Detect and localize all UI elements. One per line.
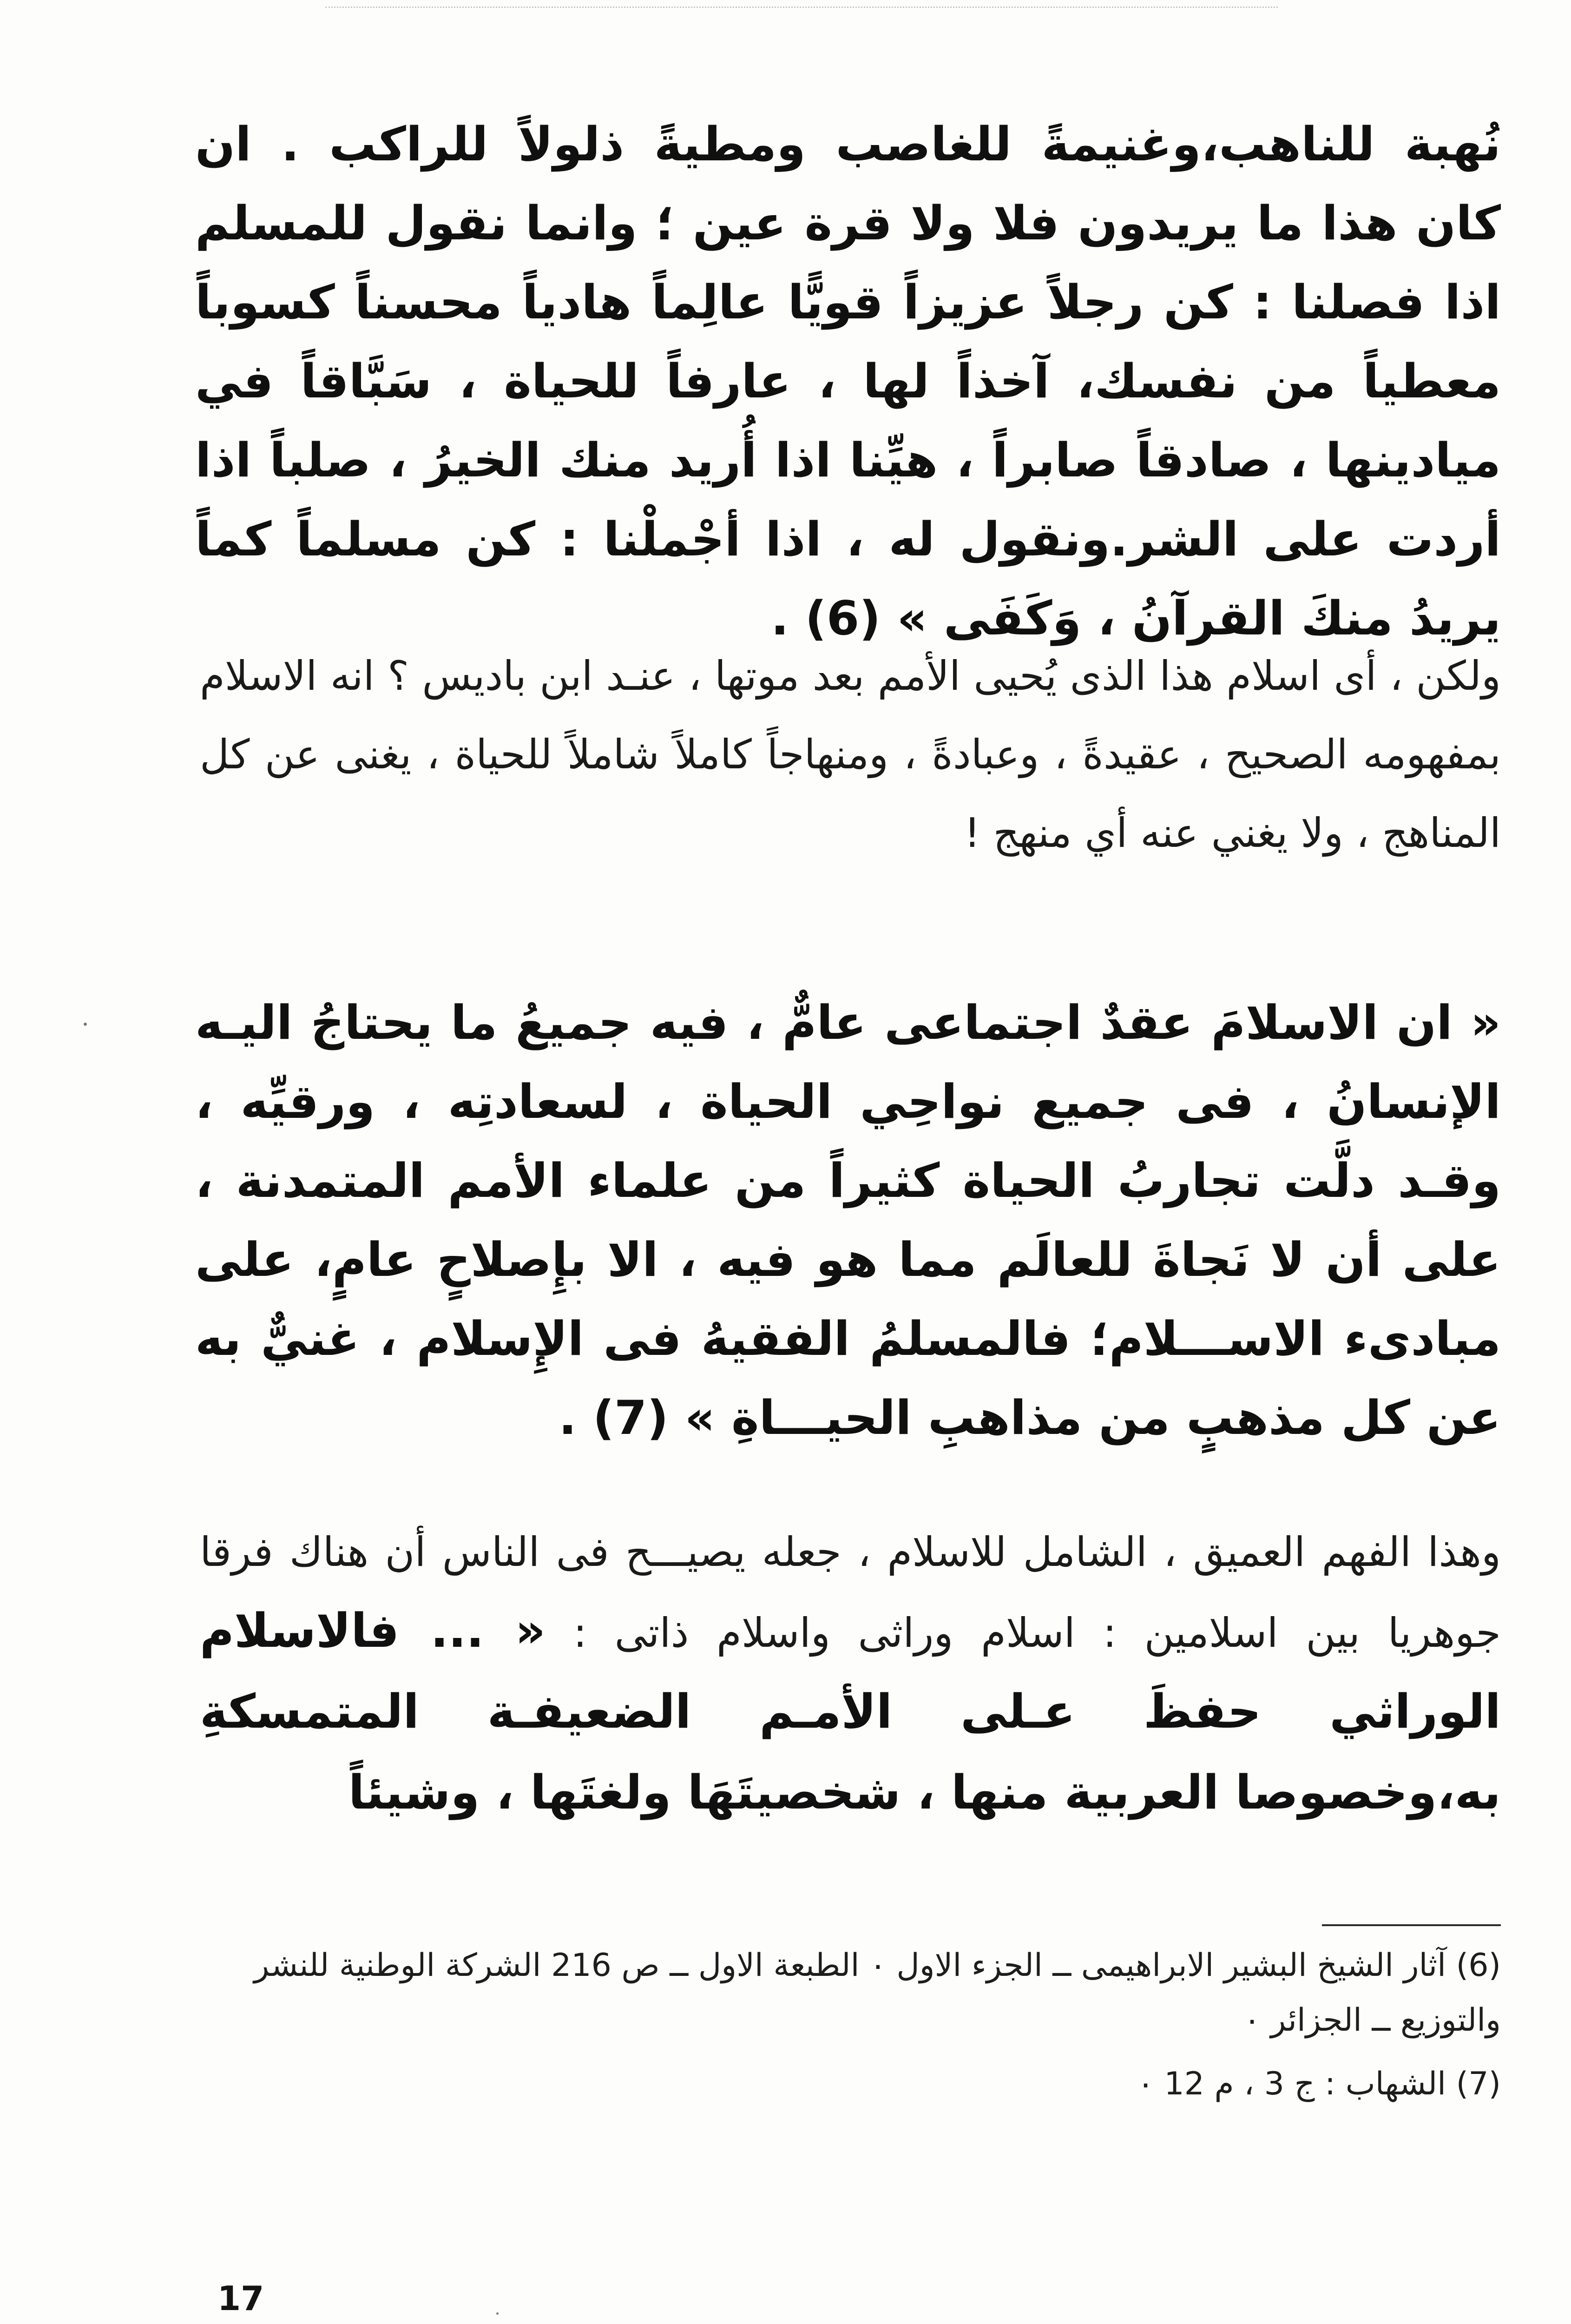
page-number: 17 <box>217 2279 264 2318</box>
footnote-7: (7) الشهاب : ج 3 ، م 12 ٠ <box>1137 2066 1501 2102</box>
quote-paragraph-1: نُهبة للناهب،وغنيمةً للغاصب ومطيةً ذلولاً للراكب . ان كان هذا ما يريدون فلا ولا قرة عين ؛ وانما نقول للمسلم اذا فصلنا : كن رجلاً عزيزاً قويًّا عالِماً هادياً محسناً كسوباً معطياً من نفسك، آخذاً لها ، عارفاً للحياة ، سَبَّاقاً في ميادينها ، صادقاً صابراً ، هيِّنا اذا أُريد منك الخيرُ ، صلباً اذا أردت على الشر.ونقول له ، اذا أجْملْنا : كن مسلماً كماً يريدُ منكَ القرآنُ ، وَكَفَى » (6) . <box>195 117 1501 646</box>
footnote-separator <box>1322 1924 1501 1926</box>
footnote-6: (6) آثار الشيخ البشير الابراهيمى ــ الجزء الاول ٠ الطبعة الاول ــ ص 216 الشركة الوطنية للنشر والتوزيع ــ الجزائر ٠ <box>254 1947 1501 2039</box>
paragraph-4-text: وهذا الفهم العميق ، الشامل للاسلام ، جعله يصيـــح فى الناس أن هناك فرقا جوهريا بين اسلامين : اسلام وراثى واسلام ذاتى : <box>200 1528 1501 1657</box>
quote-paragraph-3: « ان الاسلامَ عقدٌ اجتماعى عامٌّ ، فيه جميعُ ما يحتاجُ اليـه الإنسانُ ، فى جميع نواحِي الحياة ، لسعادتِه ، ورقيِّه ، وقـد دلَّت تجاربُ الحياة كثيراً من علماء الأمم المتمدنة ، على أن لا نَجاةَ للعالَم مما هو فيه ، الا بإِصلاحٍ عامٍ، على مبادىء الاســـلام؛ فالمسلمُ الفقيهُ فى الإِسلام ، غنيٌّ به عن كل مذهبٍ من مذاهبِ الحيـــاةِ » (7) . <box>195 995 1501 1445</box>
body-paragraph-4 <box>200 1513 1501 1834</box>
scan-speck <box>84 1023 87 1026</box>
body-paragraph-2: ولكن ، أى اسلام هذا الذى يُحيى الأمم بعد موتها ، عنـد ابن باديس ؟ انه الاسلام بمفهومه الصحيح ، عقيدةً ، وعبادةً ، ومنهاجاً كاملاً شاملاً للحياة ، يغنى عن كل المناهج ، ولا يغني عنه أي منهج ! <box>200 652 1501 857</box>
scan-edge-artifact <box>325 0 1278 8</box>
scan-speck <box>496 2312 499 2315</box>
paragraph-4-quote: « ... فالاسلام الوراثي حفظَ عـلى الأمـم الضعيفـة المتمسكةِ به،وخصوصا العربية منها ، شخصيتَهَا ولغتَها ، وشيئاً <box>200 1603 1501 1820</box>
